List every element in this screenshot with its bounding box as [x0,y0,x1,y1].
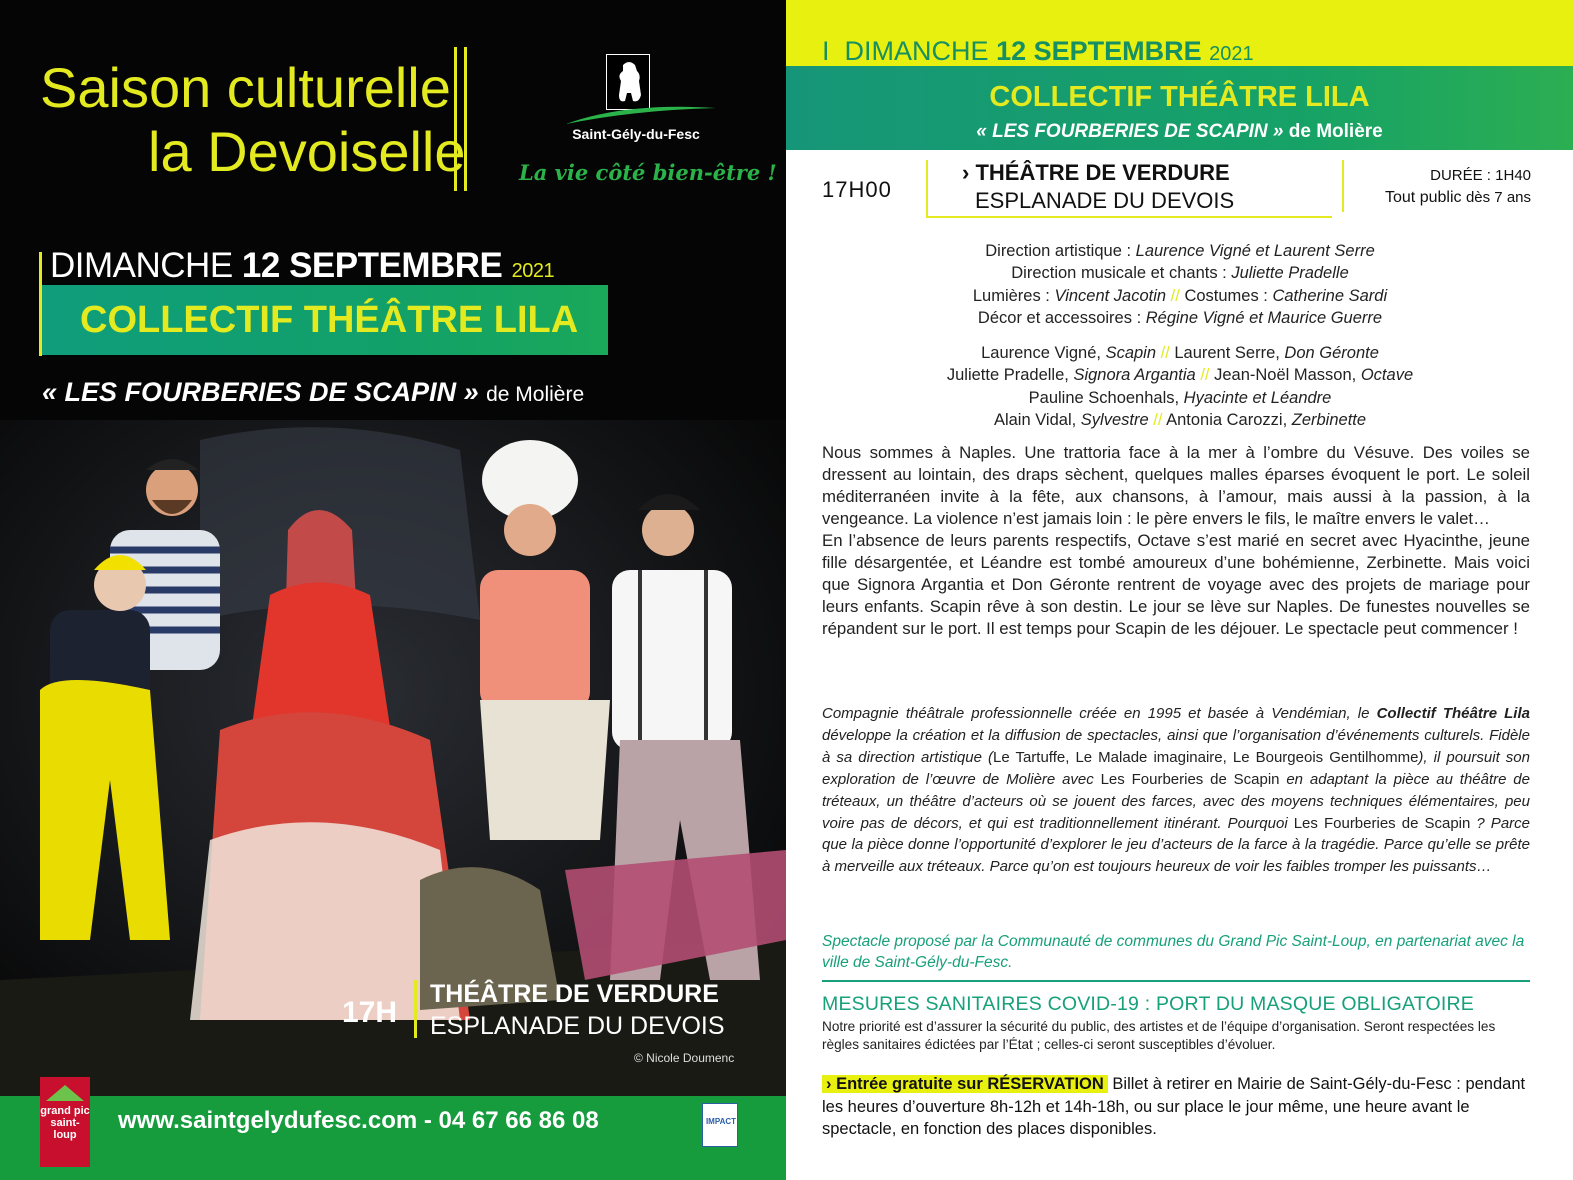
date-main-right: 12 SEPTEMBRE [996,36,1202,66]
cast-line-1 [822,342,1538,364]
about-play-title: Les Fourberies de Scapin [1293,814,1471,832]
reservation-info [822,1073,1534,1141]
tagline: La vie côté bien-être ! [519,160,777,185]
credit-value: Laurence Vigné et Laurent Serre [1135,242,1375,260]
audience-label: Tout public [1385,189,1462,206]
section-divider [822,980,1530,982]
venue-address: ESPLANADE DU DEVOIS [430,1012,725,1040]
about-company-name: Collectif Théâtre Lila [1376,705,1530,722]
credit-direction-artistique [822,240,1538,262]
saint-gely-logo [556,54,716,154]
event-time-right: 17H00 [822,177,892,202]
season-title-line1: Saison culturelle [40,56,451,119]
credit-value: Régine Vigné et Maurice Guerre [1145,308,1383,327]
cast-role: Zerbinette [1291,411,1367,430]
about-play-title: Les Fourberies de Scapin [1100,770,1280,788]
impact-logo [702,1103,738,1147]
event-date [50,246,554,286]
company-band [42,285,608,355]
info-page-right [786,0,1573,1180]
cast-actor: Pauline Schoenhals, [1028,388,1184,407]
about-text: Compagnie théâtrale professionnelle créée en 1995 et basée à Vendémian, le [822,705,1377,722]
credit-decor [822,307,1538,329]
show-title-text: « LES FOURBERIES DE SCAPIN » [42,377,479,407]
photo-credit: © Nicole Doumenc [634,1051,735,1065]
date-main: 12 SEPTEMBRE [241,246,503,285]
about-text: développe la création et la diffusion de spectacles, ainsi que l’organisation d’événements culturels. Fidèle à sa direction artistique ( [822,726,1530,766]
credit-separator: // [1166,286,1185,305]
cast-line-3 [822,387,1538,409]
venue-name: THÉÂTRE DE VERDURE [430,980,719,1008]
credits-block [822,240,1538,431]
event-time: 17H [342,996,398,1029]
title-double-bar [454,47,467,191]
credit-label: Lumières : [972,286,1055,305]
show-author: de Molière [486,383,585,406]
cast-role: Hyacinte et Léandre [1183,388,1332,407]
cast-actor: Laurent Serre, [1174,344,1285,363]
reservation-text: Billet à retirer en Mairie de Saint-Gély-du-Fesc : pendant les heures d’ouverture 8h-12h et 14h-18h, ou sur place le jour même, une heure avant le spectacle, en fonction des places disponibles. [822,1075,1526,1138]
cast-actor: Alain Vidal, [993,411,1081,430]
grand-pic-logo [40,1077,90,1167]
company-description [822,703,1530,878]
venue-name-right: › THÉÂTRE DE VERDURE [962,160,1230,185]
green-swoosh-icon [566,100,716,128]
cast-actor: Laurence Vigné, [981,344,1106,363]
poster-left [0,0,786,1180]
audience [1385,189,1531,207]
cast-line-4 [822,409,1538,431]
cast-role: Signora Argantia [1073,366,1196,385]
credit-value: Juliette Pradelle [1231,264,1349,283]
company-name-right: COLLECTIF THÉÂTRE LILA [989,81,1370,113]
duration-label: DURÉE : [1430,167,1491,184]
date-year: 2021 [511,260,555,282]
season-title-line2: la Devoiselle [148,120,466,183]
show-author-right: de Molière [1288,121,1383,142]
cast-actor: Juliette Pradelle, [946,366,1074,385]
cast-actor: Antonia Carozzi, [1166,411,1292,430]
venue-bracket-vertical [926,160,928,218]
credit-value: Vincent Jacotin [1054,286,1167,305]
credit-lumieres-costumes [822,285,1538,307]
credit-separator: // [1156,344,1175,363]
cast-role: Octave [1360,366,1414,385]
synopsis-paragraph-1: Nous sommes à Naples. Une trattoria face à la mer à l’ombre du Vésuve. Des voiles se dressent au lointain, des draps sèchent, quelques malles éparses évoquent le port. Le soleil méditerranéen invite à la fête, aux chansons, à l’amour, mais aussi à la passion, à la vengeance. La violence n’est jamais loin : le père envers le fils, le maître envers le valet… [822,443,1530,528]
cast-line-2 [822,364,1538,386]
cast-role: Scapin [1105,344,1157,363]
cast-actor: Jean-Noël Masson, [1214,366,1361,385]
covid-measures-title: MESURES SANITAIRES COVID-19 : PORT DU MASQUE OBLIGATOIRE [822,993,1474,1015]
covid-measures-text: Notre priorité est d’assurer la sécurité du public, des artistes et de l’équipe d’organisation. Seront respectées les règles sanitaires édictées par l’État ; celles-ci seront susceptibles d’évoluer. [822,1019,1496,1052]
logo-town-name: Saint-Gély-du-Fesc [572,126,700,142]
cast-role: Don Géronte [1284,344,1379,363]
venue-separator [414,980,417,1038]
credit-separator: // [1195,366,1215,385]
about-text: en adaptant la pièce au théâtre de tréteaux, un théâtre d’acteurs où se jouent des farces, avec des moyens techniques élémentaires, peu voire pas de décors, et qui est traditionnellement itinérant. Pourquoi [822,770,1530,832]
duration-separator [1342,160,1344,212]
date-marker: I [822,36,830,66]
about-plays: Le Tartuffe, Le Malade imaginaire, Le Bourgeois Gentilhomme [992,748,1419,766]
credit-label: Costumes : [1184,286,1273,305]
date-day: DIMANCHE [50,246,233,285]
show-title [42,377,584,408]
audience-value: dès 7 ans [1465,189,1531,206]
credit-direction-musicale [822,262,1538,284]
show-title-right-text: « LES FOURBERIES DE SCAPIN » [976,121,1284,142]
date-year-right: 2021 [1209,43,1254,65]
duration-value: 1H40 [1495,167,1531,184]
credits-gap [822,329,1538,342]
company-name: COLLECTIF THÉÂTRE LILA [80,299,579,341]
date-day-right: DIMANCHE [844,36,989,66]
venue-bracket-horizontal [926,216,1332,218]
venue-address-right: ESPLANADE DU DEVOIS [975,188,1235,213]
about-text: ), il poursuit son exploration de l’œuvre de Molière avec [822,748,1530,788]
cast-role: Sylvestre [1080,411,1149,430]
grand-pic-logo-text: grand pic saint-loup [40,1105,90,1141]
event-date-right [822,36,1254,67]
reservation-highlight: › Entrée gratuite sur RÉSERVATION [822,1075,1108,1093]
show-title-right [786,121,1573,143]
impact-logo-text: IMPACT [705,1117,737,1126]
credit-label: Direction musicale et chants : [1011,264,1232,283]
footer-contact[interactable]: www.saintgelydufesc.com - 04 67 66 86 08 [118,1107,599,1134]
credit-separator: // [1148,411,1167,430]
synopsis-paragraph-2: En l’absence de leurs parents respectifs, Octave s’est marié en secret avec Hyacinthe, jeune fille désargentée, et Léandre est tombé amoureux d’une bohémienne, Zerbinette. Mais voici que Signora Argantia et Don Géronte rentrent de voyage avec des projets de mariage pour leurs enfants. Scapin rêve à son destin. Le jour se lève sur Naples. De funestes nouvelles se répandent sur le port. Il est temps pour Scapin de les déjouer. Le spectacle peut commencer ! [822,531,1530,638]
credit-label: Direction artistique : [985,242,1136,260]
mountain-icon [46,1085,84,1101]
synopsis [822,442,1530,640]
about-text: ? Parce que la pièce donne l’opportunité d’explorer le jeu d’acteurs de la farce à la tragédie. Parce qu’elle se prête à merveille aux tréteaux. Parce qu’on est toujours heureux de voir les faibles tromper les puissants… [822,814,1530,876]
presented-by: Spectacle proposé par la Communauté de communes du Grand Pic Saint-Loup, en partenariat avec la ville de Saint-Gély-du-Fesc. [822,933,1525,971]
duration [1430,167,1531,184]
credit-label: Décor et accessoires : [977,308,1146,327]
credit-value: Catherine Sardi [1272,286,1388,305]
